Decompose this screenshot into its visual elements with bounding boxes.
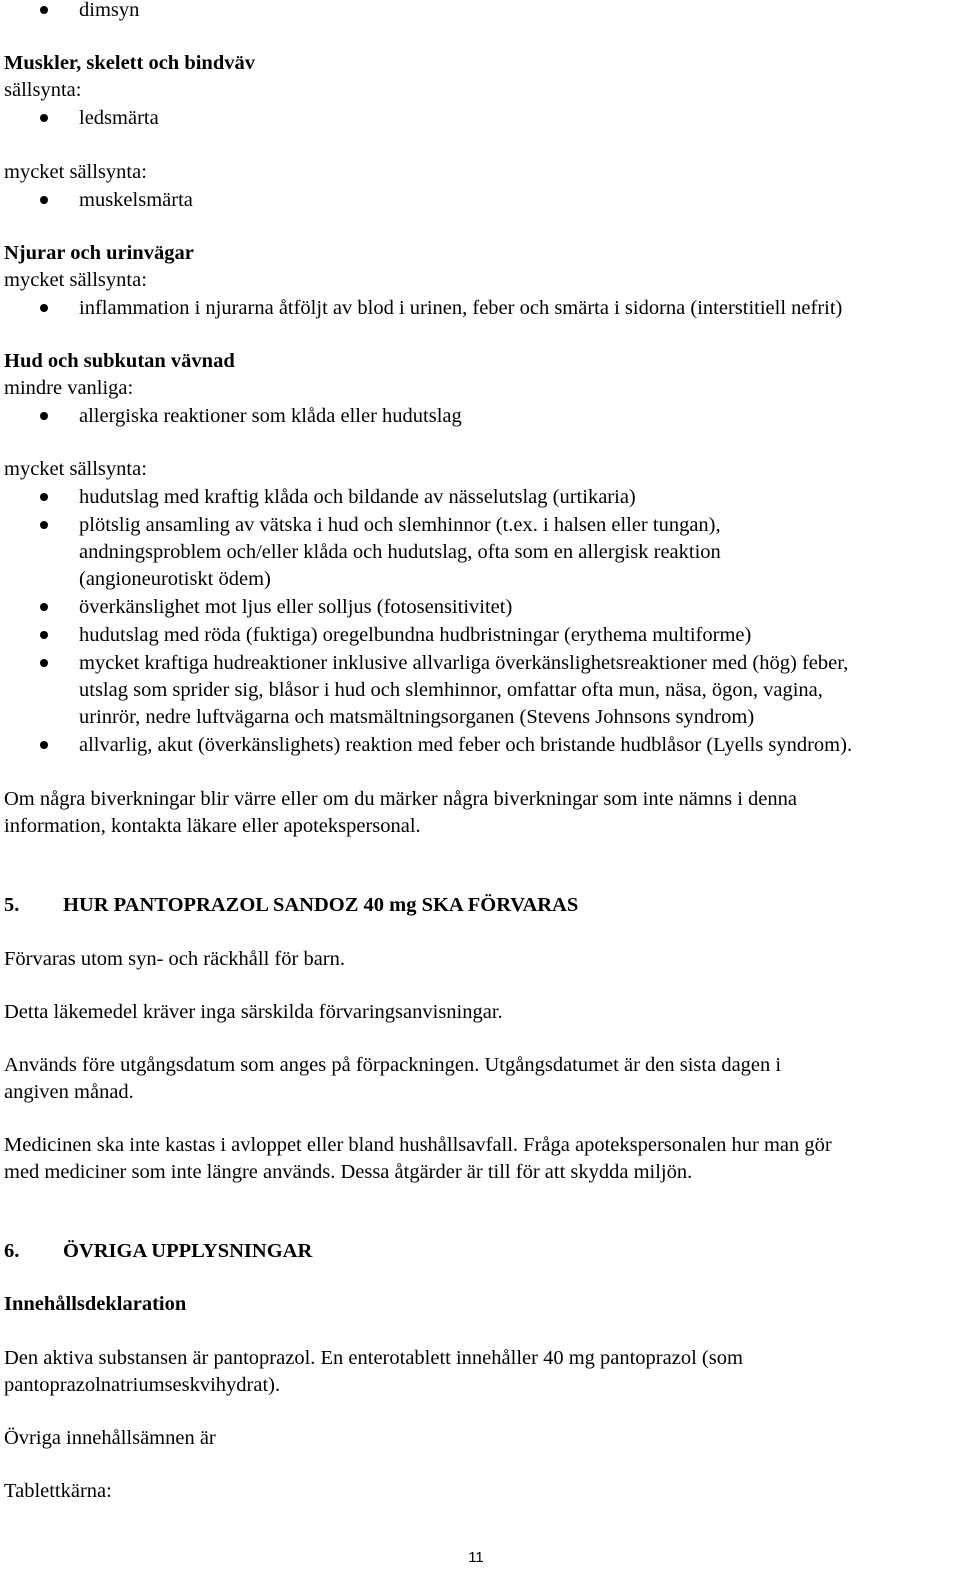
frequency-label: mycket sällsynta: xyxy=(4,458,147,480)
list-item: plötslig ansamling av vätska i hud och slemhinnor (t.ex. i halsen eller tungan), xyxy=(79,514,721,536)
frequency-label: mycket sällsynta: xyxy=(4,269,147,291)
paragraph: Den aktiva substansen är pantoprazol. En enterotablett innehåller 40 mg pantoprazol (som xyxy=(4,1347,743,1369)
paragraph: Detta läkemedel kräver inga särskilda förvaringsanvisningar. xyxy=(4,1001,503,1023)
list-item: ledsmärta xyxy=(79,107,159,129)
paragraph: Övriga innehållsämnen är xyxy=(4,1427,216,1449)
section-number: 6. xyxy=(4,1240,20,1262)
list-item-continuation: utslag som sprider sig, blåsor i hud och slemhinnor, omfattar ofta mun, näsa, ögon, vagina, xyxy=(79,679,823,701)
list-item: muskelsmärta xyxy=(79,189,193,211)
paragraph: med mediciner som inte längre används. Dessa åtgärder är till för att skydda miljön. xyxy=(4,1161,693,1183)
bullet-icon xyxy=(40,6,48,14)
bullet-icon xyxy=(40,412,48,420)
list-item: hudutslag med röda (fuktiga) oregelbundna hudbristningar (erythema multiforme) xyxy=(79,624,752,646)
paragraph: Tablettkärna: xyxy=(4,1480,112,1502)
list-item: allergiska reaktioner som klåda eller hudutslag xyxy=(79,405,462,427)
bullet-icon xyxy=(40,521,48,529)
list-item: allvarlig, akut (överkänslighets) reaktion med feber och bristande hudblåsor (Lyells syndrom). xyxy=(79,734,853,756)
section-heading-muscle: Muskler, skelett och bindväv xyxy=(4,52,255,74)
list-item: överkänslighet mot ljus eller solljus (fotosensitivitet) xyxy=(79,596,513,618)
section-number: 5. xyxy=(4,894,20,916)
list-item-continuation: andningsproblem och/eller klåda och hudutslag, ofta som en allergisk reaktion xyxy=(79,541,721,563)
paragraph: Förvaras utom syn- och räckhåll för barn. xyxy=(4,948,345,970)
section-title: ÖVRIGA UPPLYSNINGAR xyxy=(63,1240,313,1262)
list-item: mycket kraftiga hudreaktioner inklusive allvarliga överkänslighetsreaktioner med (hög) feber, xyxy=(79,652,849,674)
section-heading-skin: Hud och subkutan vävnad xyxy=(4,350,235,372)
bullet-icon xyxy=(40,741,48,749)
paragraph: angiven månad. xyxy=(4,1081,134,1103)
paragraph: Medicinen ska inte kastas i avloppet eller bland hushållsavfall. Fråga apotekspersonalen hur man gör xyxy=(4,1134,832,1156)
bullet-icon xyxy=(40,603,48,611)
page-number: 11 xyxy=(468,1549,484,1566)
list-item: dimsyn xyxy=(79,0,140,21)
bullet-icon xyxy=(40,493,48,501)
bullet-icon xyxy=(40,304,48,312)
subheading: Innehållsdeklaration xyxy=(4,1293,187,1315)
bullet-icon xyxy=(40,196,48,204)
list-item: inflammation i njurarna åtföljt av blod i urinen, feber och smärta i sidorna (interstitiell nefrit) xyxy=(79,297,843,319)
paragraph: Används före utgångsdatum som anges på förpackningen. Utgångsdatumet är den sista dagen i xyxy=(4,1054,782,1076)
frequency-label: mycket sällsynta: xyxy=(4,161,147,183)
bullet-icon xyxy=(40,114,48,122)
section-heading-kidney: Njurar och urinvägar xyxy=(4,242,194,264)
side-effects-note: Om några biverkningar blir värre eller om du märker några biverkningar som inte nämns i denna xyxy=(4,788,797,810)
list-item-continuation: (angioneurotiskt ödem) xyxy=(79,568,271,590)
section-title: HUR PANTOPRAZOL SANDOZ 40 mg SKA FÖRVARAS xyxy=(63,894,579,916)
list-item-continuation: urinrör, nedre luftvägarna och matsmältningsorganen (Stevens Johnsons syndrom) xyxy=(79,706,755,728)
side-effects-note: information, kontakta läkare eller apotekspersonal. xyxy=(4,815,421,837)
list-item: hudutslag med kraftig klåda och bildande av nässelutslag (urtikaria) xyxy=(79,486,636,508)
paragraph: pantoprazolnatriumseskvihydrat). xyxy=(4,1374,281,1396)
frequency-label: mindre vanliga: xyxy=(4,377,134,399)
frequency-label: sällsynta: xyxy=(4,79,82,101)
bullet-icon xyxy=(40,659,48,667)
bullet-icon xyxy=(40,631,48,639)
